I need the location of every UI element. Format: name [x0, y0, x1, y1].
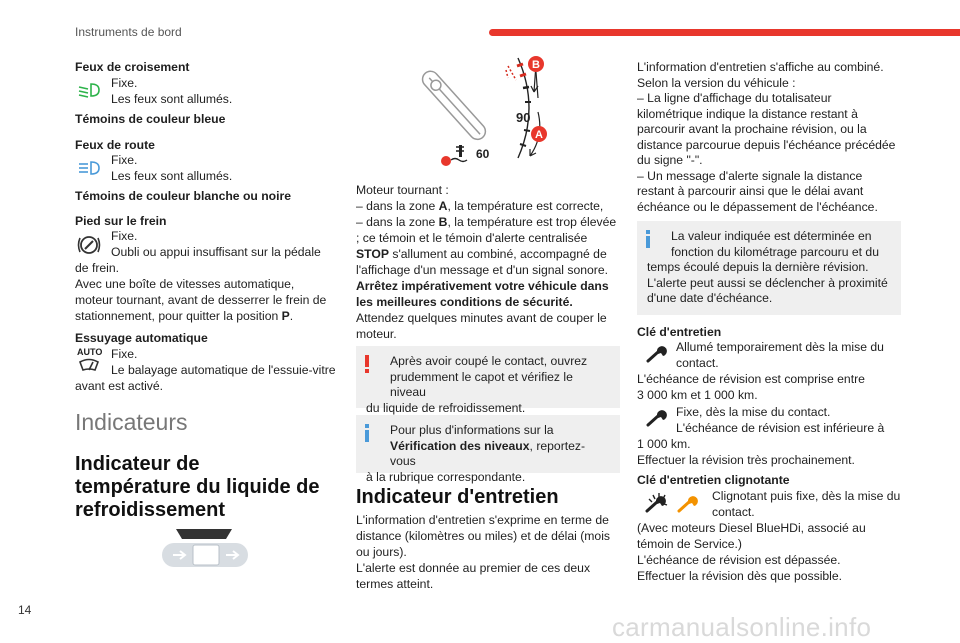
- pied-frein-l5: moteur tournant, avant de desserrer le frein de: [75, 293, 327, 307]
- header-accent-bar: [489, 29, 960, 36]
- moteur-l3: – dans la zone B, la température est trop élevée: [356, 215, 617, 229]
- moteur-l4: ; ce témoin et le témoin d'alerte centralisée: [356, 231, 588, 245]
- cle1-l3: L'échéance de révision est comprise entre: [637, 372, 865, 386]
- entretien-l5: termes atteint.: [356, 577, 434, 591]
- brake-pedal-icon: [77, 234, 101, 256]
- info-icon: [364, 424, 370, 442]
- cle-entretien-title: Clé d'entretien: [637, 325, 722, 339]
- cle3-l6: Effectuer la révision dès que possible.: [637, 569, 843, 583]
- label-b: B: [532, 59, 540, 71]
- cle2-l2: L'échéance de révision est inférieure à: [676, 421, 885, 435]
- temperature-heading: Indicateur de température du liquide de refroidissement: [75, 453, 320, 521]
- cle3-l5: L'échéance de révision est dépassée.: [637, 553, 841, 567]
- info-note: Pour plus d'informations sur la Vérification des niveaux, reportez-vous à la rubrique correspondante.: [356, 415, 620, 473]
- cle2-l3: 1 000 km.: [637, 437, 691, 451]
- moteur-l7: Arrêtez impérativement votre véhicule dans: [356, 279, 609, 293]
- info-note-kilometrage: La valeur indiquée est déterminée en fonction du kilométrage parcouru et du temps écoulé depuis la dernière révision. L'alerte peut aussi se déclencher à proximité d'une date d'échéance.: [637, 221, 901, 315]
- entretien-l1: L'information d'entretien s'exprime en terme de: [356, 513, 609, 527]
- essuyage-l3: avant est activé.: [75, 379, 164, 393]
- essuyage-l2: Le balayage automatique de l'essuie-vitre: [111, 363, 336, 377]
- essuyage-title: Essuyage automatique: [75, 331, 208, 345]
- cle1-l4: 3 000 km et 1 000 km.: [637, 388, 758, 402]
- feux-croisement-title: Feux de croisement: [75, 60, 190, 74]
- coolant-icon: [451, 145, 467, 162]
- coolant-temperature-gauge: [420, 52, 560, 172]
- wrench-icon: [646, 409, 668, 427]
- cle1-l2: contact.: [676, 356, 719, 370]
- temoins-blanche-heading: Témoins de couleur blanche ou noire: [75, 189, 292, 203]
- moteur-l2: – dans la zone A, la température est correcte,: [356, 199, 604, 213]
- feux-route-l1: Fixe.: [111, 153, 138, 167]
- label-a: A: [535, 129, 543, 141]
- entretien-l2: distance (kilomètres ou miles) et de délai (mois: [356, 529, 611, 543]
- entretien-intro: L'information d'entretien s'affiche au combiné. Selon la version du véhicule : – La ligne d'affichage du totalisateur kilométrique indique la distance restant à parcourir avant la prochaine révision, ou la distance parcourue depuis l'échéance précédée du signe "-". – Un message d'alerte signale la distance restant à parcourir ainsi que le délai avant échéance ou le dépassement de l'échéance.: [637, 60, 896, 214]
- info-icon: [645, 230, 651, 248]
- pied-frein-l6: stationnement, pour quitter la position P.: [75, 309, 294, 323]
- moteur-l10: moteur.: [356, 327, 397, 341]
- moteur-l9: Attendez quelques minutes avant de couper le: [356, 311, 607, 325]
- cle3-l2: contact.: [712, 505, 755, 519]
- indicateurs-heading: Indicateurs: [75, 409, 188, 435]
- essuyage-l1: Fixe.: [111, 347, 138, 361]
- low-beam-icon: [77, 82, 101, 98]
- watermark: carmanualsonline.info: [612, 612, 872, 642]
- feux-croisement-l2: Les feux sont allumés.: [111, 92, 233, 106]
- cle3-l3: (Avec moteurs Diesel BlueHDi, associé au: [637, 521, 866, 535]
- tick-90: 90: [516, 110, 531, 125]
- exclamation-icon: [364, 355, 370, 373]
- moteur-l8: les meilleures conditions de sécurité.: [356, 295, 573, 309]
- entretien-heading: Indicateur d'entretien: [356, 486, 559, 508]
- moteur-l1: Moteur tournant :: [356, 183, 449, 197]
- pied-frein-l4: Avec une boîte de vitesses automatique,: [75, 277, 295, 291]
- temoins-bleue-heading: Témoins de couleur bleue: [75, 112, 226, 126]
- feux-route-l2: Les feux sont allumés.: [111, 169, 233, 183]
- cle3-l4: témoin de Service.): [637, 537, 742, 551]
- tick-60: 60: [476, 147, 490, 161]
- feux-route-title: Feux de route: [75, 138, 155, 152]
- pied-frein-title: Pied sur le frein: [75, 214, 167, 228]
- high-beam-icon: [77, 160, 101, 176]
- page-number: 14: [18, 603, 32, 617]
- cle3-l1: Clignotant puis fixe, dès la mise du: [712, 489, 901, 503]
- dashboard-location-icon: [160, 527, 250, 569]
- wrench-icon: [646, 345, 668, 363]
- running-header: Instruments de bord: [75, 25, 182, 39]
- entretien-l3: ou jours).: [356, 545, 407, 559]
- wiper-icon: [78, 358, 100, 372]
- moteur-l6: l'affichage d'un message et d'un signal sonore.: [356, 263, 609, 277]
- pied-frein-l2: Oubli ou appui insuffisant sur la pédale: [111, 245, 321, 259]
- cle-clignotante-title: Clé d'entretien clignotante: [637, 473, 790, 487]
- pied-frein-l1: Fixe.: [111, 229, 138, 243]
- warning-note: Après avoir coupé le contact, ouvrez prudemment le capot et vérifiez le niveau du liquide de refroidissement.: [356, 346, 620, 408]
- cle2-l4: Effectuer la révision très prochainement.: [637, 453, 855, 467]
- auto-label: AUTO: [77, 347, 103, 357]
- cle1-l1: Allumé temporairement dès la mise du: [676, 340, 884, 354]
- flashing-wrench-icon: [645, 491, 701, 513]
- entretien-l4: L'alerte est donnée au premier de ces deux: [356, 561, 591, 575]
- pied-frein-l3: de frein.: [75, 261, 120, 275]
- cle2-l1: Fixe, dès la mise du contact.: [676, 405, 831, 419]
- feux-croisement-l1: Fixe.: [111, 76, 138, 90]
- moteur-l5: STOP s'allument au combiné, accompagné de: [356, 247, 607, 261]
